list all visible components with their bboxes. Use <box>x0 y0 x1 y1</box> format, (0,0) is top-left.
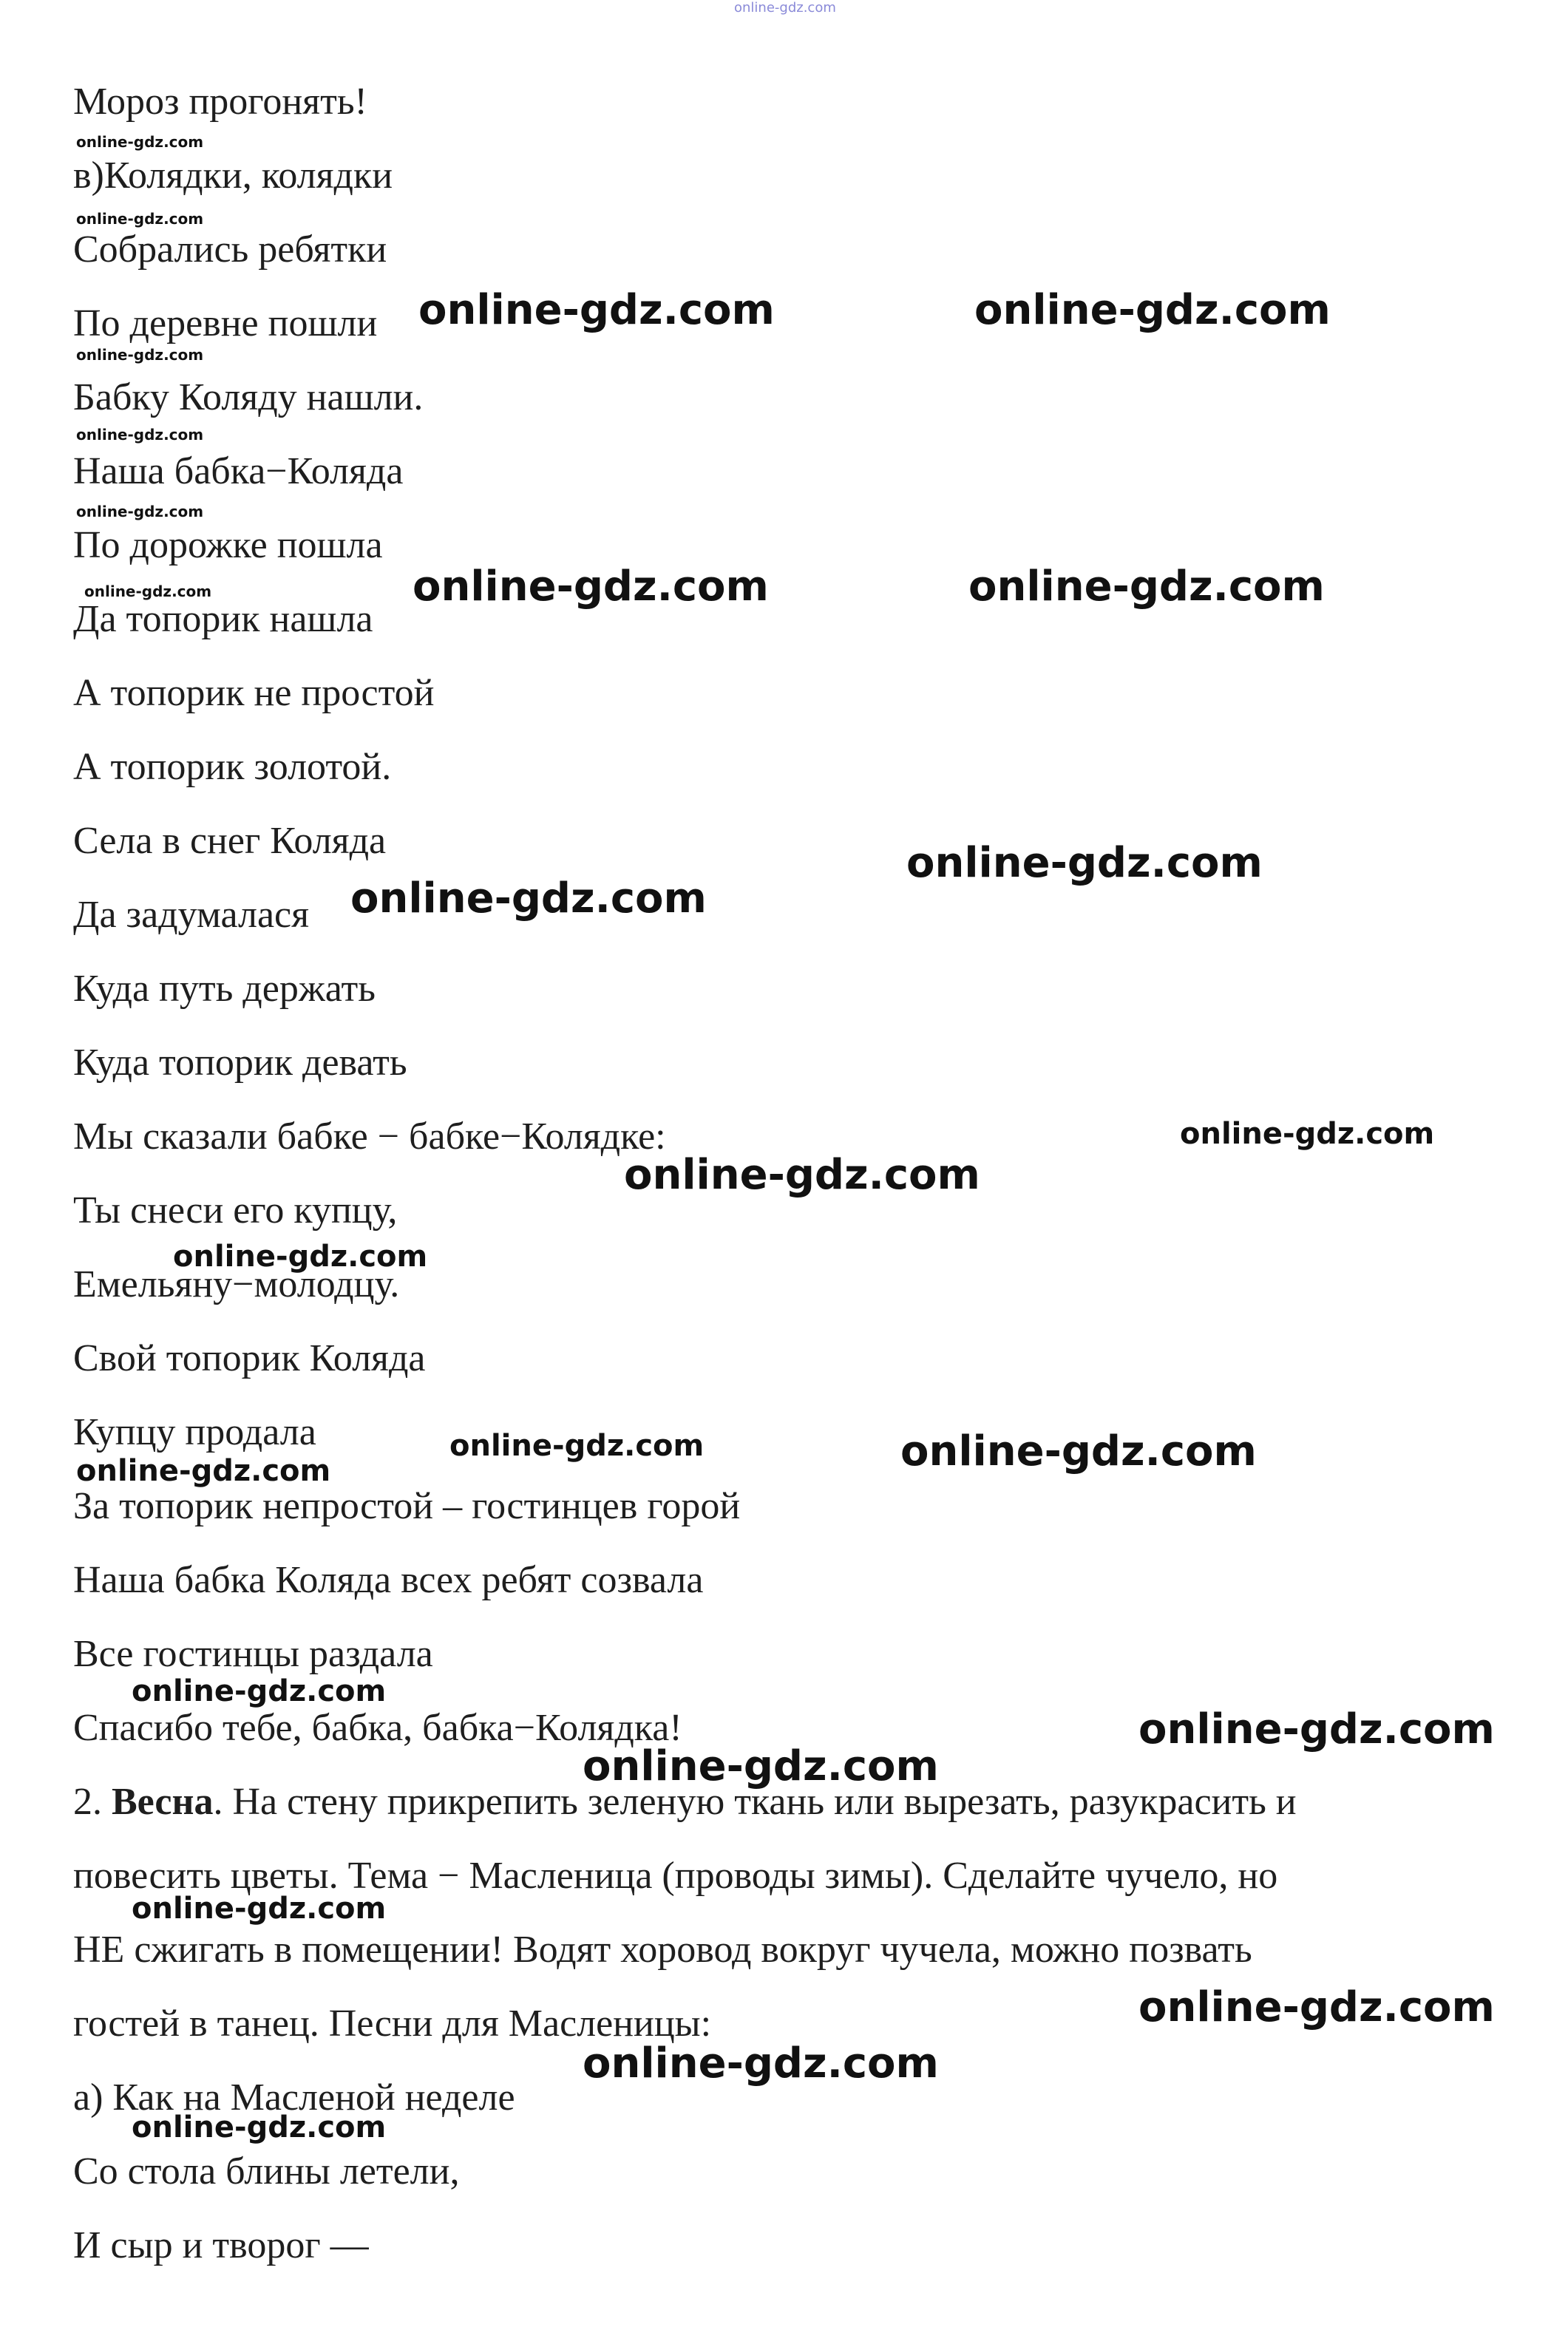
text-line: Села в снег Коляда <box>73 820 387 862</box>
watermark-medium: online-gdz.com <box>1180 1117 1435 1151</box>
text-line: По деревне пошли <box>73 302 378 344</box>
watermark-large: online-gdz.com <box>583 2039 939 2088</box>
watermark-large: online-gdz.com <box>1138 1705 1495 1753</box>
text-line: Куда топорик девать <box>73 1042 407 1084</box>
watermark-large: online-gdz.com <box>900 1427 1257 1475</box>
text-line: За топорик непростой – гостинцев горой <box>73 1485 741 1527</box>
text-line: Все гостинцы раздала <box>73 1633 433 1675</box>
watermark-large: online-gdz.com <box>624 1151 980 1199</box>
watermark-large: online-gdz.com <box>350 874 707 923</box>
text-line: НЕ сжигать в помещении! Водят хоровод вокруг чучела, можно позвать <box>73 1929 1252 1971</box>
text-line: Куда путь держать <box>73 968 376 1010</box>
text-line: в)Колядки, колядки <box>73 154 393 197</box>
text-line: повесить цветы. Тема − Масленица (проводы зимы). Сделайте чучело, но <box>73 1855 1278 1897</box>
text-line: По дорожке пошла <box>73 524 383 566</box>
text-line: Со стола блины летели, <box>73 2150 460 2193</box>
text-line: Бабку Коляду нашли. <box>73 376 424 418</box>
watermark-large: online-gdz.com <box>1138 1983 1495 2031</box>
watermark-large: online-gdz.com <box>583 1742 939 1790</box>
section-number: 2. <box>73 1781 102 1823</box>
watermark-medium: online-gdz.com <box>132 1674 387 1708</box>
watermark-small: online-gdz.com <box>76 426 204 444</box>
watermark-large: online-gdz.com <box>968 563 1325 611</box>
watermark-medium: online-gdz.com <box>173 1240 428 1274</box>
watermark-medium: online-gdz.com <box>449 1429 705 1463</box>
text-line: Спасибо тебе, бабка, бабка−Колядка! <box>73 1707 682 1749</box>
section-heading: Весна <box>112 1781 214 1823</box>
watermark-large: online-gdz.com <box>413 563 769 611</box>
text-line: Свой топорик Коляда <box>73 1337 426 1379</box>
text-line: А топорик золотой. <box>73 746 392 788</box>
watermark-large: online-gdz.com <box>906 839 1263 887</box>
text-line: . На стену прикрепить зеленую ткань или вырезать, разукрасить и <box>213 1781 1297 1823</box>
watermark-small: online-gdz.com <box>76 346 204 364</box>
text-line: Емельяну−молодцу. <box>73 1263 400 1305</box>
text-line: Да топорик нашла <box>73 598 373 640</box>
watermark-large: online-gdz.com <box>974 286 1331 334</box>
text-line: Ты снеси его купцу, <box>73 1189 398 1232</box>
watermark-top: online-gdz.com <box>734 0 836 16</box>
text-line: Мы сказали бабке − бабке−Колядке: <box>73 1115 666 1158</box>
text-line: Мороз прогонять! <box>73 81 367 123</box>
text-line: А топорик не простой <box>73 672 435 714</box>
watermark-small: online-gdz.com <box>84 582 212 600</box>
text-line: Собрались ребятки <box>73 228 387 271</box>
text-line: а) Как на Масленой неделе <box>73 2076 515 2119</box>
text-line: Наша бабка−Коляда <box>73 450 404 492</box>
watermark-small: online-gdz.com <box>76 210 204 228</box>
text-line: гостей в танец. Песни для Масленицы: <box>73 2003 712 2045</box>
text-line: Наша бабка Коляда всех ребят созвала <box>73 1559 704 1601</box>
watermark-small: online-gdz.com <box>76 503 204 520</box>
watermark-medium: online-gdz.com <box>132 2110 387 2144</box>
watermark-small: online-gdz.com <box>76 133 204 151</box>
text-line: Да задумалася <box>73 894 310 936</box>
text-line: И сыр и творог — <box>73 2224 369 2266</box>
watermark-large: online-gdz.com <box>418 286 775 334</box>
watermark-medium: online-gdz.com <box>132 1892 387 1926</box>
text-line: Купцу продала <box>73 1411 316 1453</box>
watermark-medium: online-gdz.com <box>76 1454 331 1488</box>
